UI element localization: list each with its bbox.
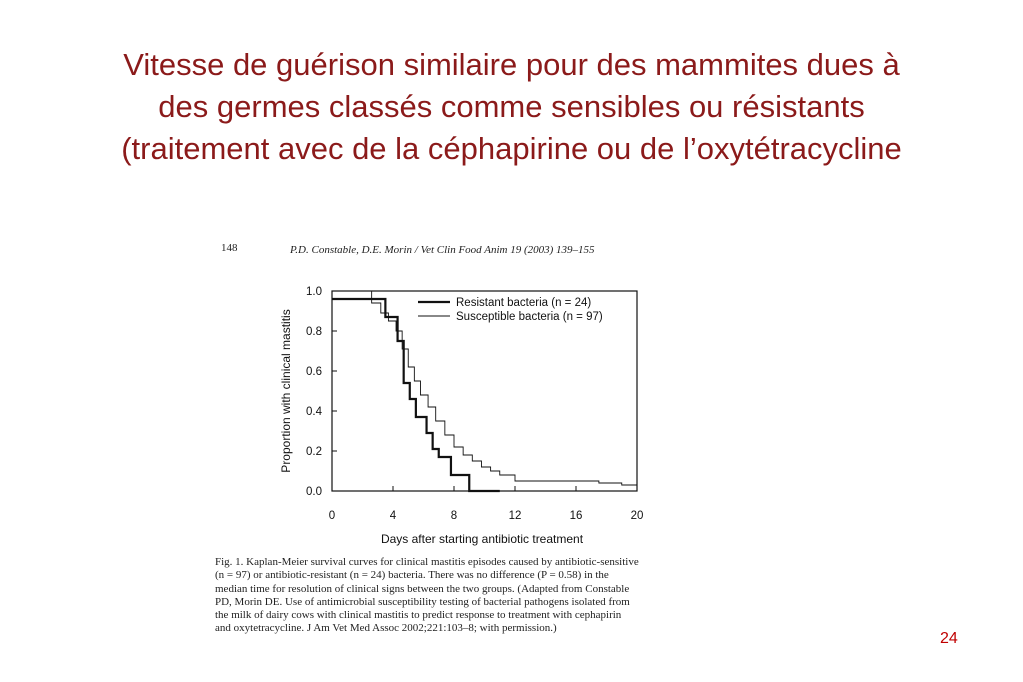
legend-label: Susceptible bacteria (n = 97)	[456, 311, 603, 323]
caption-line: the milk of dairy cows with clinical mastitis to predict response to treatment with cephapirin	[215, 609, 622, 622]
title-line-3: (traitement avec de la céphapirine ou de l’oxytétracycline	[121, 131, 902, 166]
kaplan-meier-chart	[210, 236, 720, 556]
y-axis-label: Proportion with clinical mastitis	[279, 309, 293, 473]
x-tick-label: 8	[450, 510, 458, 522]
caption-line: (n = 97) or antibiotic-resistant (n = 24) bacteria. There was no difference (P = 0.58) in the	[215, 569, 609, 582]
figure-caption	[215, 556, 707, 636]
series-line-resistant	[332, 299, 500, 491]
slide-number: 24	[940, 630, 958, 647]
y-tick-label: 0.4	[306, 406, 322, 418]
caption-line: median time for resolution of clinical signs between the two groups. (Adapted from Constable	[215, 582, 630, 595]
x-axis-label: Days after starting antibiotic treatment	[380, 532, 584, 546]
y-tick-label: 0.2	[306, 446, 322, 458]
x-tick-label: 12	[508, 510, 522, 522]
journal-page-number: 148	[221, 242, 238, 254]
slide-title	[20, 44, 1003, 170]
caption-line: Fig. 1. Kaplan-Meier survival curves for clinical mastitis episodes caused by antibiotic-sensitive	[215, 556, 639, 568]
scanned-figure	[210, 236, 720, 656]
y-tick-label: 1.0	[306, 286, 322, 298]
caption-line: PD, Morin DE. Use of antimicrobial susceptibility testing of bacterial pathogens isolated from	[215, 595, 630, 608]
x-tick-label: 4	[389, 510, 397, 522]
title-line-1: Vitesse de guérison similaire pour des mammites dues à	[123, 47, 900, 82]
y-tick-label: 0.8	[306, 326, 322, 338]
caption-line: and oxytetracycline. J Am Vet Med Assoc 2002;221:103–8; with permission.)	[215, 622, 557, 635]
y-tick-label: 0.6	[306, 366, 322, 378]
title-line-2: des germes classés comme sensibles ou résistants	[158, 89, 865, 124]
legend-label: Resistant bacteria (n = 24)	[456, 297, 592, 309]
x-tick-label: 20	[630, 510, 644, 522]
x-tick-label: 16	[569, 510, 583, 522]
journal-running-head: P.D. Constable, D.E. Morin / Vet Clin Food Anim 19 (2003) 139–155	[290, 244, 595, 256]
x-tick-label: 0	[328, 510, 336, 522]
y-tick-label: 0.0	[306, 486, 322, 498]
